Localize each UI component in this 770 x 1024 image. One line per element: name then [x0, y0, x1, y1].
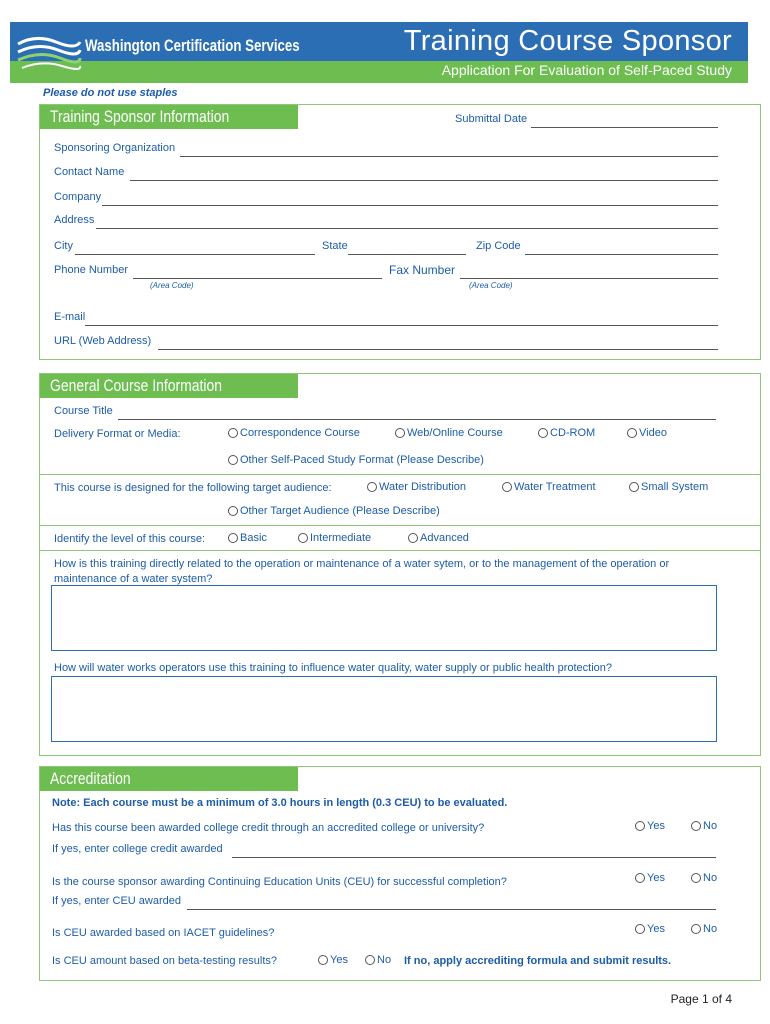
radio-label: Water Distribution — [379, 481, 467, 493]
radio-q3-no[interactable] — [691, 923, 717, 935]
q-college-credit: Has this course been awarded college credit through an accredited college or university? — [52, 822, 485, 834]
level-label: Identify the level of this course: — [54, 533, 206, 545]
radio-q1-no[interactable] — [691, 820, 717, 832]
staples-notice: Please do not use staples — [43, 87, 178, 99]
radio-q2-no[interactable] — [691, 872, 717, 884]
radio-q4-no[interactable] — [365, 954, 391, 966]
radio-label: Water Treatment — [514, 481, 596, 493]
radio-label: Small System — [641, 481, 709, 493]
radio-cd-rom[interactable] — [538, 427, 595, 439]
radio-circle-icon — [367, 482, 377, 492]
phone-area-code-hint: (Area Code) — [150, 281, 194, 290]
radio-circle-icon — [298, 533, 308, 543]
radio-label: Intermediate — [310, 532, 372, 544]
use-question: How will water works operators use this training to influence water quality, water supply or public health protection? — [54, 662, 613, 674]
college-credit-label: If yes, enter college credit awarded — [52, 843, 223, 855]
submittal-date-label: Submittal Date — [455, 113, 528, 125]
sponsoring-org-field[interactable] — [180, 156, 718, 157]
email-field[interactable] — [85, 325, 718, 326]
q-ceu-awarding: Is the course sponsor awarding Continuing Education Units (CEU) for successful completion? — [52, 876, 507, 888]
radio-label: Correspondence Course — [240, 427, 360, 439]
ceu-awarded-label: If yes, enter CEU awarded — [52, 895, 182, 907]
use-answer-box[interactable] — [51, 676, 717, 742]
page-subtitle: Application For Evaluation of Self-Paced Study — [441, 62, 732, 78]
radio-circle-icon — [502, 482, 512, 492]
divider — [40, 525, 760, 526]
radio-q3-yes[interactable] — [635, 923, 665, 935]
radio-circle-icon — [408, 533, 418, 543]
beta-testing-note: If no, apply accrediting formula and submit results. — [404, 955, 672, 967]
contact-name-label: Contact Name — [54, 166, 125, 178]
zip-field[interactable] — [525, 254, 718, 255]
radio-label: Other Self-Paced Study Format (Please Describe) — [240, 454, 484, 466]
radio-label: Web/Online Course — [407, 427, 503, 439]
course-title-label: Course Title — [54, 405, 113, 417]
address-field[interactable] — [96, 228, 718, 229]
radio-label: Yes — [647, 820, 665, 832]
page-number: Page 1 of 4 — [670, 992, 732, 1006]
radio-circle-icon — [318, 955, 328, 965]
page-title: Training Course Sponsor — [403, 25, 732, 57]
q-beta-testing: Is CEU amount based on beta-testing results? — [52, 955, 278, 967]
radio-q1-yes[interactable] — [635, 820, 665, 832]
ceu-awarded-field[interactable] — [187, 909, 716, 910]
radio-circle-icon — [691, 821, 701, 831]
email-label: E-mail — [54, 311, 86, 323]
radio-label: No — [377, 954, 392, 966]
address-label: Address — [54, 214, 95, 226]
phone-field[interactable] — [133, 278, 382, 279]
radio-water-distribution[interactable] — [367, 481, 466, 493]
radio-circle-icon — [635, 924, 645, 934]
phone-label: Phone Number — [54, 264, 128, 276]
radio-advanced[interactable] — [408, 532, 469, 544]
radio-circle-icon — [228, 506, 238, 516]
radio-circle-icon — [395, 428, 405, 438]
radio-q4-yes[interactable] — [318, 954, 348, 966]
city-label: City — [54, 240, 73, 252]
divider — [40, 550, 760, 551]
radio-circle-icon — [228, 428, 238, 438]
wave-logo-icon — [16, 36, 82, 72]
minimum-hours-note: Note: Each course must be a minimum of 3.0 hours in length (0.3 CEU) to be evaluated. — [52, 797, 508, 809]
url-field[interactable] — [158, 349, 718, 350]
course-section-heading: General Course Information — [50, 376, 223, 395]
audience-label: This course is designed for the following target audience: — [54, 482, 332, 494]
radio-label: Advanced — [420, 532, 469, 544]
radio-circle-icon — [365, 955, 375, 965]
contact-name-field[interactable] — [130, 180, 718, 181]
radio-label: Yes — [647, 923, 665, 935]
radio-label: No — [703, 923, 718, 935]
radio-q2-yes[interactable] — [635, 872, 665, 884]
radio-label: Other Target Audience (Please Describe) — [240, 505, 440, 517]
fax-field[interactable] — [460, 278, 718, 279]
city-field[interactable] — [75, 254, 315, 255]
radio-circle-icon — [691, 873, 701, 883]
radio-circle-icon — [538, 428, 548, 438]
sponsoring-org-label: Sponsoring Organization — [54, 142, 176, 154]
radio-basic[interactable] — [228, 532, 267, 544]
radio-circle-icon — [629, 482, 639, 492]
radio-circle-icon — [228, 533, 238, 543]
zip-label: Zip Code — [476, 240, 521, 252]
radio-small-system[interactable] — [629, 481, 708, 493]
fax-label: Fax Number — [389, 263, 456, 277]
q-iacet: Is CEU awarded based on IACET guidelines? — [52, 927, 275, 939]
radio-label: Yes — [647, 872, 665, 884]
radio-correspondence[interactable] — [228, 427, 360, 439]
radio-intermediate[interactable] — [298, 532, 371, 544]
organization-name: Washington Certification Services — [85, 36, 300, 55]
college-credit-field[interactable] — [232, 857, 716, 858]
sponsor-section-heading: Training Sponsor Information — [50, 107, 230, 126]
radio-other-format[interactable] — [228, 454, 484, 466]
course-title-field[interactable] — [118, 419, 716, 420]
delivery-format-label: Delivery Format or Media: — [54, 428, 181, 440]
radio-water-treatment[interactable] — [502, 481, 596, 493]
radio-web-online[interactable] — [395, 427, 503, 439]
radio-circle-icon — [635, 873, 645, 883]
submittal-date-field[interactable] — [531, 127, 718, 128]
radio-label: No — [703, 872, 718, 884]
radio-label: Basic — [240, 532, 267, 544]
radio-circle-icon — [228, 455, 238, 465]
state-label: State — [322, 240, 348, 252]
radio-other-audience[interactable] — [228, 505, 440, 517]
radio-circle-icon — [691, 924, 701, 934]
accreditation-section-heading: Accreditation — [50, 769, 131, 788]
divider — [40, 474, 760, 475]
fax-area-code-hint: (Area Code) — [469, 281, 513, 290]
radio-label: No — [703, 820, 718, 832]
related-answer-box[interactable] — [51, 585, 717, 651]
radio-video[interactable] — [627, 427, 667, 439]
company-field[interactable] — [102, 205, 718, 206]
company-label: Company — [54, 191, 102, 203]
radio-circle-icon — [627, 428, 637, 438]
radio-label: CD-ROM — [550, 427, 596, 439]
state-field[interactable] — [348, 254, 466, 255]
related-question: How is this training directly related to the operation or maintenance of a water sytem, or to the management of the operation or maintenance of a water system? — [54, 558, 670, 585]
radio-label: Video — [639, 427, 667, 439]
url-label: URL (Web Address) — [54, 335, 152, 347]
radio-label: Yes — [330, 954, 348, 966]
radio-circle-icon — [635, 821, 645, 831]
